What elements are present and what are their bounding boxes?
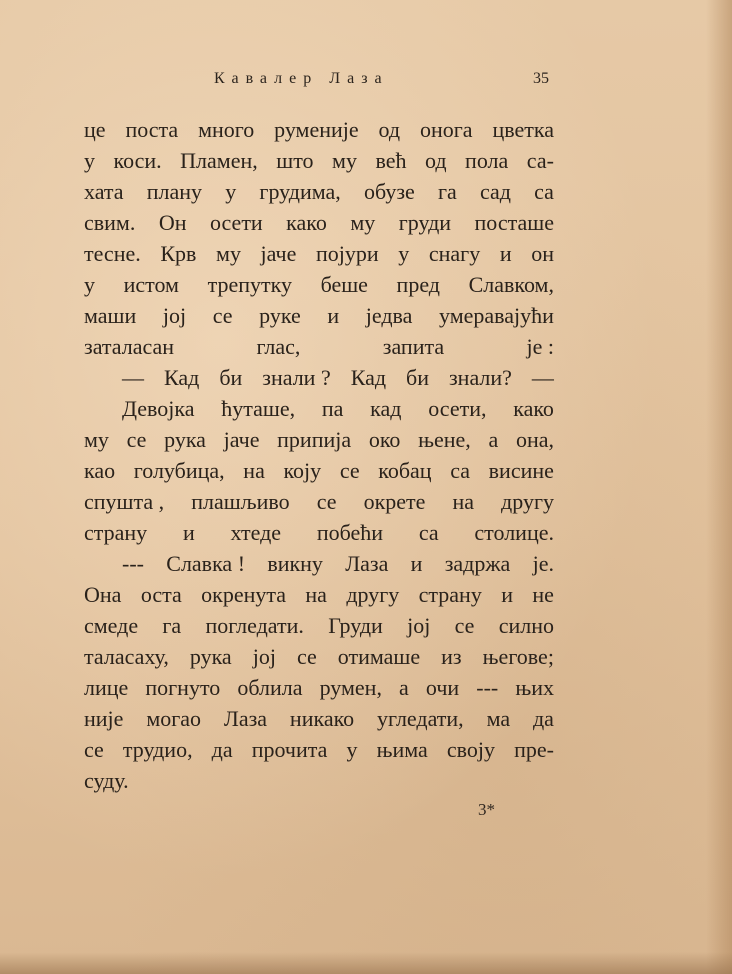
signature-mark: 3* [478, 800, 495, 819]
word: погнуто [145, 675, 221, 700]
page-number: 35 [533, 70, 549, 87]
word: --- [122, 551, 144, 576]
text-line [84, 610, 554, 641]
word: --- [476, 675, 499, 700]
word: му [350, 210, 376, 235]
word: на [452, 489, 474, 514]
text-line [84, 672, 554, 703]
word: као [84, 458, 116, 483]
text-line [84, 424, 554, 455]
word: беше [320, 272, 368, 297]
text-line [84, 269, 554, 300]
text-line [84, 548, 554, 579]
word: ма [486, 706, 511, 731]
word: це [84, 117, 106, 142]
word: њене, [418, 427, 471, 452]
word: трепутку [207, 272, 292, 297]
word: суду. [84, 768, 129, 793]
word: грудима, [259, 179, 341, 204]
word: обузе [363, 179, 415, 204]
word: заталасан [84, 334, 175, 359]
text-line [84, 579, 554, 610]
word: могао [146, 706, 202, 731]
running-head [0, 70, 732, 94]
word: његове; [482, 644, 554, 669]
word: се [339, 458, 360, 483]
word: онога [420, 117, 473, 142]
body-text [84, 114, 554, 796]
word: припија [277, 427, 352, 452]
word: га [437, 179, 457, 204]
word: Она [84, 582, 122, 607]
text-line [84, 114, 554, 145]
word: глас, [256, 334, 301, 359]
word: столице. [474, 520, 554, 545]
word: јаче [223, 427, 260, 452]
word: јој [252, 644, 276, 669]
word: тесне. [84, 241, 141, 266]
text-line [84, 145, 554, 176]
word: Крв [160, 241, 197, 266]
word: му [332, 148, 357, 173]
word: поста [125, 117, 179, 142]
word: страну [418, 582, 482, 607]
word: хата [84, 179, 124, 204]
page-edge-shadow [706, 0, 732, 974]
word: га [162, 613, 182, 638]
word: Он [158, 210, 187, 235]
text-line [84, 765, 554, 796]
word: Славком, [468, 272, 554, 297]
word: коју [283, 458, 322, 483]
word: цветка [492, 117, 554, 142]
word: лице [84, 675, 129, 700]
word: очи [425, 675, 460, 700]
word: из [441, 644, 462, 669]
word: и [501, 582, 513, 607]
word: се [296, 644, 317, 669]
text-line [84, 393, 554, 424]
word: у [84, 272, 95, 297]
text-line [84, 300, 554, 331]
word: хтеде [230, 520, 282, 545]
word: Славка ! [166, 551, 246, 576]
word: другу [501, 489, 554, 514]
word: викну [267, 551, 323, 576]
text-line [84, 734, 554, 765]
word: посташе [474, 210, 554, 235]
word: а [399, 675, 409, 700]
page-bottom-shadow [0, 952, 732, 974]
word: страну [84, 520, 148, 545]
word: свим. [84, 210, 136, 235]
word: Лаза [345, 551, 389, 576]
word: рука [189, 644, 232, 669]
word: око [368, 427, 401, 452]
word: руке [259, 303, 301, 328]
word: побећи [316, 520, 384, 545]
word: а [488, 427, 499, 452]
word: окренута [201, 582, 287, 607]
word: Пламен, [180, 148, 258, 173]
word: ћуташе, [221, 396, 296, 421]
word: запита [382, 334, 445, 359]
word: би [219, 365, 243, 390]
word: па [321, 396, 344, 421]
word: коси. [113, 148, 162, 173]
word: другу [346, 582, 400, 607]
word: осети [209, 210, 263, 235]
word: отимаше [337, 644, 421, 669]
word: он [531, 241, 554, 266]
word: и [410, 551, 423, 576]
text-line [84, 176, 554, 207]
word: никако [289, 706, 355, 731]
word: са [534, 179, 554, 204]
word: снагу [428, 241, 481, 266]
word: са [450, 458, 471, 483]
word: смеде [84, 613, 139, 638]
word: у [84, 148, 95, 173]
word: јој [407, 613, 431, 638]
word: оста [140, 582, 182, 607]
word: не [532, 582, 554, 607]
word: се [84, 737, 104, 762]
word: му [216, 241, 241, 266]
word: како [513, 396, 554, 421]
word: њих [515, 675, 554, 700]
word: јаче [260, 241, 297, 266]
word: — [122, 365, 144, 390]
word: на [305, 582, 327, 607]
word: Груди [328, 613, 383, 638]
word: да [211, 737, 233, 762]
word: угледати, [377, 706, 464, 731]
word: трудио, [122, 737, 193, 762]
word: већ [375, 148, 407, 173]
word: знали? [448, 365, 512, 390]
word: сад [479, 179, 511, 204]
word: она, [515, 427, 554, 452]
text-line [84, 703, 554, 734]
word: се [316, 489, 337, 514]
word: Кад [163, 365, 200, 390]
word: руменије [274, 117, 359, 142]
word: у [225, 179, 237, 204]
word: на [243, 458, 265, 483]
word: знали ? [262, 365, 331, 390]
word: и [327, 303, 340, 328]
word: Девојка [122, 396, 195, 421]
text-line [84, 238, 554, 269]
word: рука [164, 427, 206, 452]
word: — [531, 365, 554, 390]
running-title: Кавалер Лаза [214, 70, 389, 87]
text-line [84, 455, 554, 486]
word: би [406, 365, 429, 390]
word: што [276, 148, 314, 173]
word: од [378, 117, 401, 142]
word: није [84, 706, 124, 731]
word: у [346, 737, 358, 762]
word: појури [315, 241, 379, 266]
word: пола [465, 148, 509, 173]
word: спушта , [84, 489, 165, 514]
text-line [84, 331, 554, 362]
word: њима [376, 737, 428, 762]
word: умеравајући [439, 303, 554, 328]
word: пред [396, 272, 440, 297]
word: Лаза [223, 706, 268, 731]
word: плану [146, 179, 203, 204]
word: силно [498, 613, 554, 638]
word: се [212, 303, 233, 328]
text-line [84, 486, 554, 517]
word: прочита [251, 737, 328, 762]
word: са [418, 520, 439, 545]
word: од [424, 148, 447, 173]
word: много [198, 117, 255, 142]
word: голубица, [133, 458, 225, 483]
word: истом [123, 272, 179, 297]
word: осети, [428, 396, 487, 421]
word: Кад [350, 365, 387, 390]
word: и [499, 241, 512, 266]
word: пре- [514, 737, 554, 762]
word: груди [398, 210, 452, 235]
word: је. [532, 551, 554, 576]
text-line [84, 362, 554, 393]
text-line [84, 641, 554, 672]
word: погледати. [205, 613, 304, 638]
word: висине [488, 458, 554, 483]
word: своју [446, 737, 495, 762]
word: у [398, 241, 410, 266]
word: румен, [319, 675, 382, 700]
word: задржа [444, 551, 511, 576]
word: облила [237, 675, 303, 700]
text-line [84, 207, 554, 238]
word: таласаху, [84, 644, 169, 669]
word: му [84, 427, 109, 452]
word: да [532, 706, 554, 731]
word: је : [526, 334, 554, 359]
word: се [454, 613, 475, 638]
word: јој [162, 303, 187, 328]
word: кобац [378, 458, 432, 483]
word: плашљиво [191, 489, 290, 514]
word: окрете [363, 489, 426, 514]
word: маши [84, 303, 137, 328]
word: једва [365, 303, 413, 328]
word: и [182, 520, 195, 545]
word: кад [370, 396, 402, 421]
word: како [286, 210, 327, 235]
word: са- [526, 148, 554, 173]
text-line [84, 517, 554, 548]
word: се [126, 427, 147, 452]
